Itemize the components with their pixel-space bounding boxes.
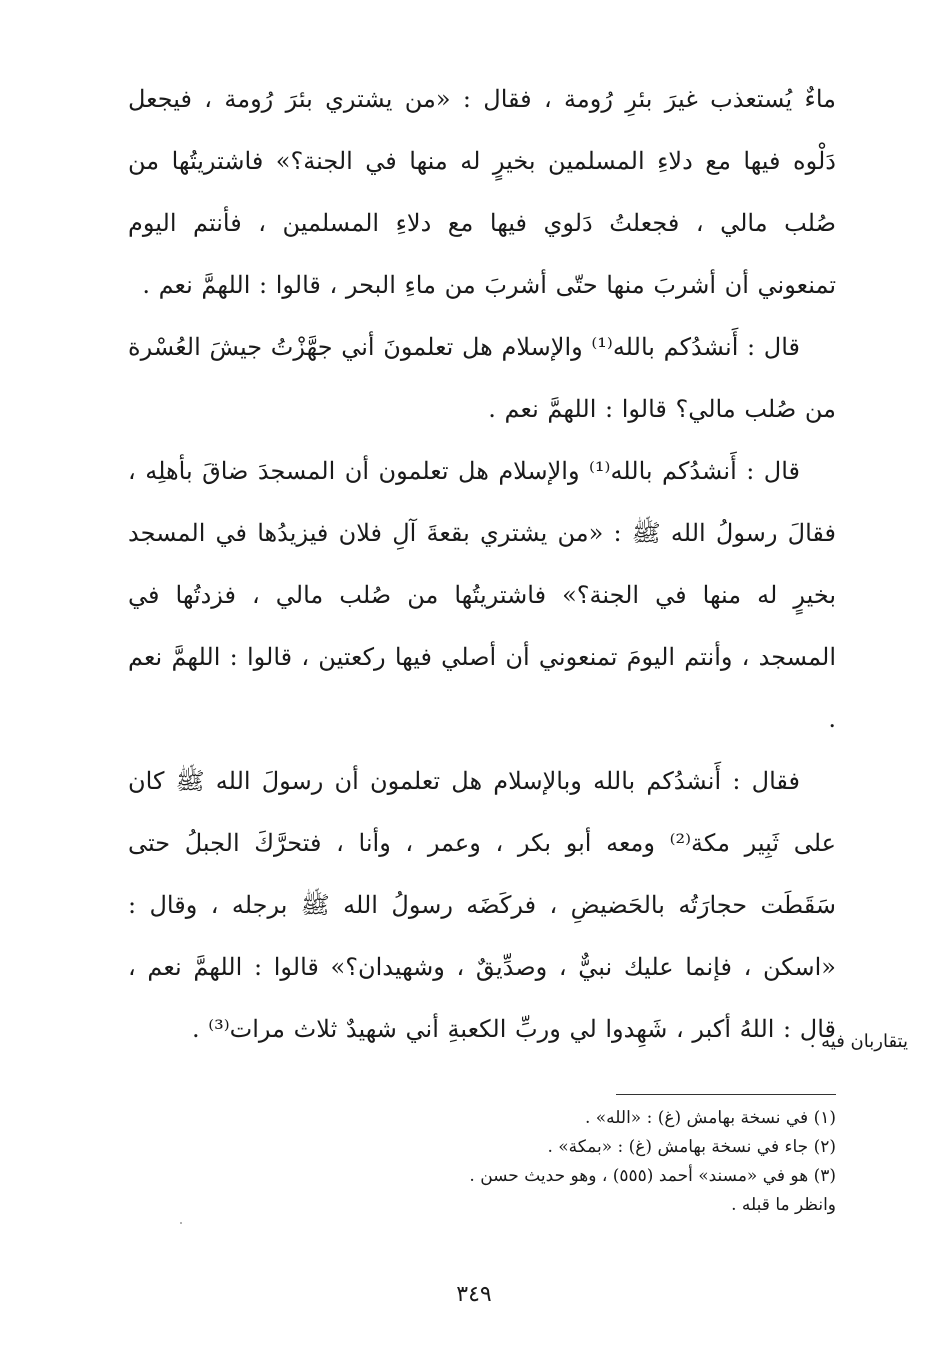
paragraph-3: قال : أَنشدُكم بالله⁽¹⁾ والإسلام هل تعلمون أن المسجدَ ضاقَ بأهلِه ، فقالَ رسولُ الله ﷺ : «من يشتري بقعةَ آلِ فلان فيزيدُها في المسجد بخيرٍ له منها في الجنة؟» فاشتريتُها من صُلب مالي ، فزدتُها في المسجد ، وأنتم اليومَ تمنعوني أن أصلي فيها ركعتين ، قالوا : اللهمَّ نعم . xyxy=(128,457,836,733)
paragraph-1: ماءٌ يُستعذب غيرَ بئرِ رُومة ، فقال : «من يشتري بئرَ رُومة ، فيجعل دَلْوه فيها مع دلاءِ المسلمين بخيرٍ له منها في الجنة؟» فاشتريتُها من صُلب مالي ، فجعلتُ دَلوي فيها مع دلاءِ المسلمين ، فأنتم اليوم تمنعوني أن أشربَ منها حتّى أشربَ من ماءِ البحر ، قالوا : اللهمَّ نعم . xyxy=(128,85,836,299)
scan-speck xyxy=(180,1222,182,1224)
trailing-line: يتقاربان فيه . xyxy=(809,1031,908,1052)
footnote-3: (٣) هو في «مسند» أحمد (٥٥٥) ، وهو حديث حسن . xyxy=(469,1166,836,1186)
main-text xyxy=(128,68,836,1060)
paragraph-4: فقال : أَنشدُكم بالله وبالإسلام هل تعلمون أن رسولَ الله ﷺ كان على ثَبِير مكة⁽²⁾ ومعه أبو بكر ، وعمر ، وأنا ، فتحرَّكَ الجبلُ حتى سَقَطَت حجارَتُه بالحَضيضِ ، فركَضَه رسولُ الله ﷺ برجله ، وقال : «اسكن ، فإنما عليك نبيٌّ ، وصدِّيقٌ ، وشهيدان؟» قالوا : اللهمَّ نعم ، قال : اللهُ أكبر ، شَهِدوا لي وربِّ الكعبةِ أني شهيدٌ ثلاث مرات⁽³⁾ . xyxy=(128,767,836,1043)
footnote-divider xyxy=(616,1094,836,1095)
paragraph-2: قال : أَنشدُكم بالله⁽¹⁾ والإسلام هل تعلمونَ أني جهَّزْتُ جيشَ العُسْرة من صُلب مالي؟ قالوا : اللهمَّ نعم . xyxy=(128,333,836,423)
footnote-2: (٢) جاء في نسخة بهامش (غ) : «بمكة» . xyxy=(547,1137,836,1157)
footnotes xyxy=(276,1104,836,1220)
footnote-3-continuation: وانظر ما قبله . xyxy=(731,1195,836,1215)
page-number: ٣٤٩ xyxy=(456,1282,492,1307)
footnote-1: (١) في نسخة بهامش (غ) : «الله» . xyxy=(584,1108,836,1128)
